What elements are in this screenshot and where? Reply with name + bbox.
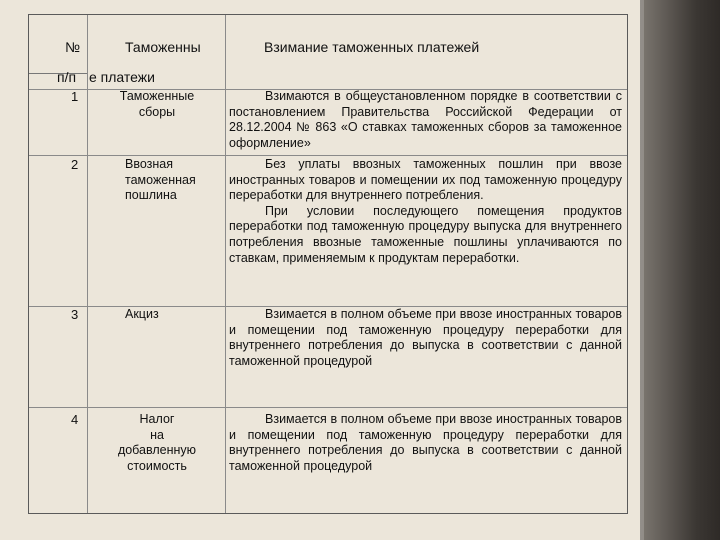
collection-description: Взимается в полном объеме при ввозе иностранных товаров и помещении под таможенную процедуру переработки для внутреннего потребления до выпуска в соответствии с данной таможенной процедурой xyxy=(229,307,622,368)
collection-description: Взимается в полном объеме при ввозе иностранных товаров и помещении под таможенную процедуру переработки для внутреннего потребления до выпуска в соответствии с данной таможенной процедурой xyxy=(229,412,622,473)
header-number-label-cont: п/п xyxy=(57,69,77,85)
row-number: 3 xyxy=(71,307,79,322)
row-number: 1 xyxy=(71,89,79,104)
header-number-label: № xyxy=(65,39,81,55)
payment-name: Акциз xyxy=(125,307,159,321)
payment-name: Ввозная таможенная пошлина xyxy=(125,157,196,203)
customs-payments-table xyxy=(28,14,628,514)
row-number: 4 xyxy=(71,412,79,427)
decorative-side-band xyxy=(640,0,720,540)
header-payment-label-cont: е платежи xyxy=(89,69,155,85)
row-divider xyxy=(29,407,627,408)
header-payment-label: Таможенны xyxy=(125,39,201,55)
row-number: 2 xyxy=(71,157,79,172)
collection-description: Взимаются в общеустановленном порядке в соответствии с постановлением Правительства Российской Федерации от 28.12.2004 № 863 «О ставках таможенных сборов за таможенное оформление» xyxy=(229,89,622,150)
payment-name: Таможенные сборы xyxy=(119,89,195,119)
collection-description: Без уплаты ввозных таможенных пошлин при ввозе иностранных товаров и помещении их под таможенную процедуру переработки для внутреннего потребления. При условии последующего помещения продуктов переработки под таможенную процедуру выпуска для внутреннего потребления ввозные таможенные пошлины уплачиваются по ставкам, применяемым к продуктам переработки. xyxy=(229,157,622,265)
row-divider xyxy=(29,155,627,156)
payment-name: Налог на добавленную стоимость xyxy=(117,412,197,473)
header-collection-label: Взимание таможенных платежей xyxy=(264,39,480,55)
